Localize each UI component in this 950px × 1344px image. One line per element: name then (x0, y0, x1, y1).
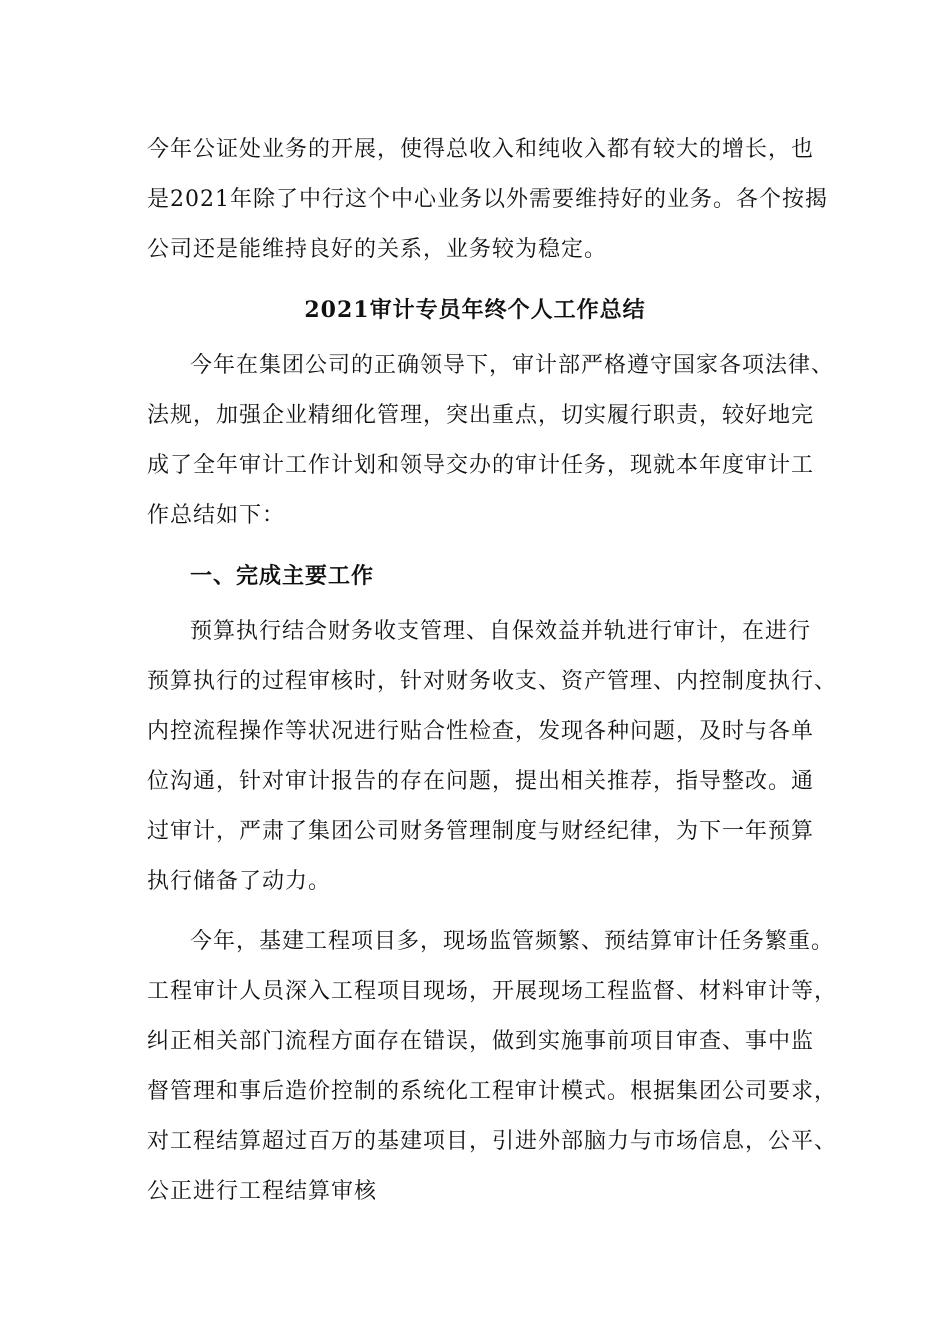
intro-line-3: 公司还是能维持良好的关系，业务较为稳定。 (147, 237, 608, 262)
section-heading-1: 一、完成主要工作 (190, 563, 375, 589)
para1-line-4: 作总结如下： (147, 503, 286, 528)
para2-line-5: 过审计，严肃了集团公司财务管理制度与财经纪律，为下一年预算 (147, 819, 815, 844)
para3-line-1: 今年，基建工程项目多，现场监管频繁、预结算审计任务繁重。 (190, 929, 835, 954)
para2-line-4: 位沟通，针对审计报告的存在问题，提出相关推荐，指导整改。通 (147, 769, 815, 794)
para2-line-1: 预算执行结合财务收支管理、自保效益并轨进行审计，在进行 (190, 619, 812, 644)
intro-line-2: 是2021年除了中行这个中心业务以外需要维持好的业务。各个按揭 (147, 187, 828, 212)
para3-line-4: 督管理和事后造价控制的系统化工程审计模式。根据集团公司要求， (147, 1079, 838, 1104)
para3-line-6: 公正进行工程结算审核 (147, 1179, 378, 1204)
para2-line-3: 内控流程操作等状况进行贴合性检查，发现各种问题，及时与各单 (147, 719, 815, 744)
para2-line-2: 预算执行的过程审核时，针对财务收支、资产管理、内控制度执行、 (147, 669, 838, 694)
para3-line-3: 纠正相关部门流程方面存在错误，做到实施事前项目审查、事中监 (147, 1029, 815, 1054)
intro-line-1: 今年公证处业务的开展，使得总收入和纯收入都有较大的增长，也 (147, 137, 815, 162)
para3-line-5: 对工程结算超过百万的基建项目，引进外部脑力与市场信息，公平、 (147, 1129, 838, 1154)
para1-line-3: 成了全年审计工作计划和领导交办的审计任务，现就本年度审计工 (147, 453, 815, 478)
para1-line-2: 法规，加强企业精细化管理，突出重点，切实履行职责，较好地完 (147, 403, 815, 428)
document-title: 2021审计专员年终个人工作总结 (304, 297, 646, 323)
para3-line-2: 工程审计人员深入工程项目现场，开展现场工程监督、材料审计等， (147, 979, 838, 1004)
para1-line-1: 今年在集团公司的正确领导下，审计部严格遵守国家各项法律、 (190, 353, 835, 378)
para2-line-6: 执行储备了动力。 (147, 869, 332, 894)
